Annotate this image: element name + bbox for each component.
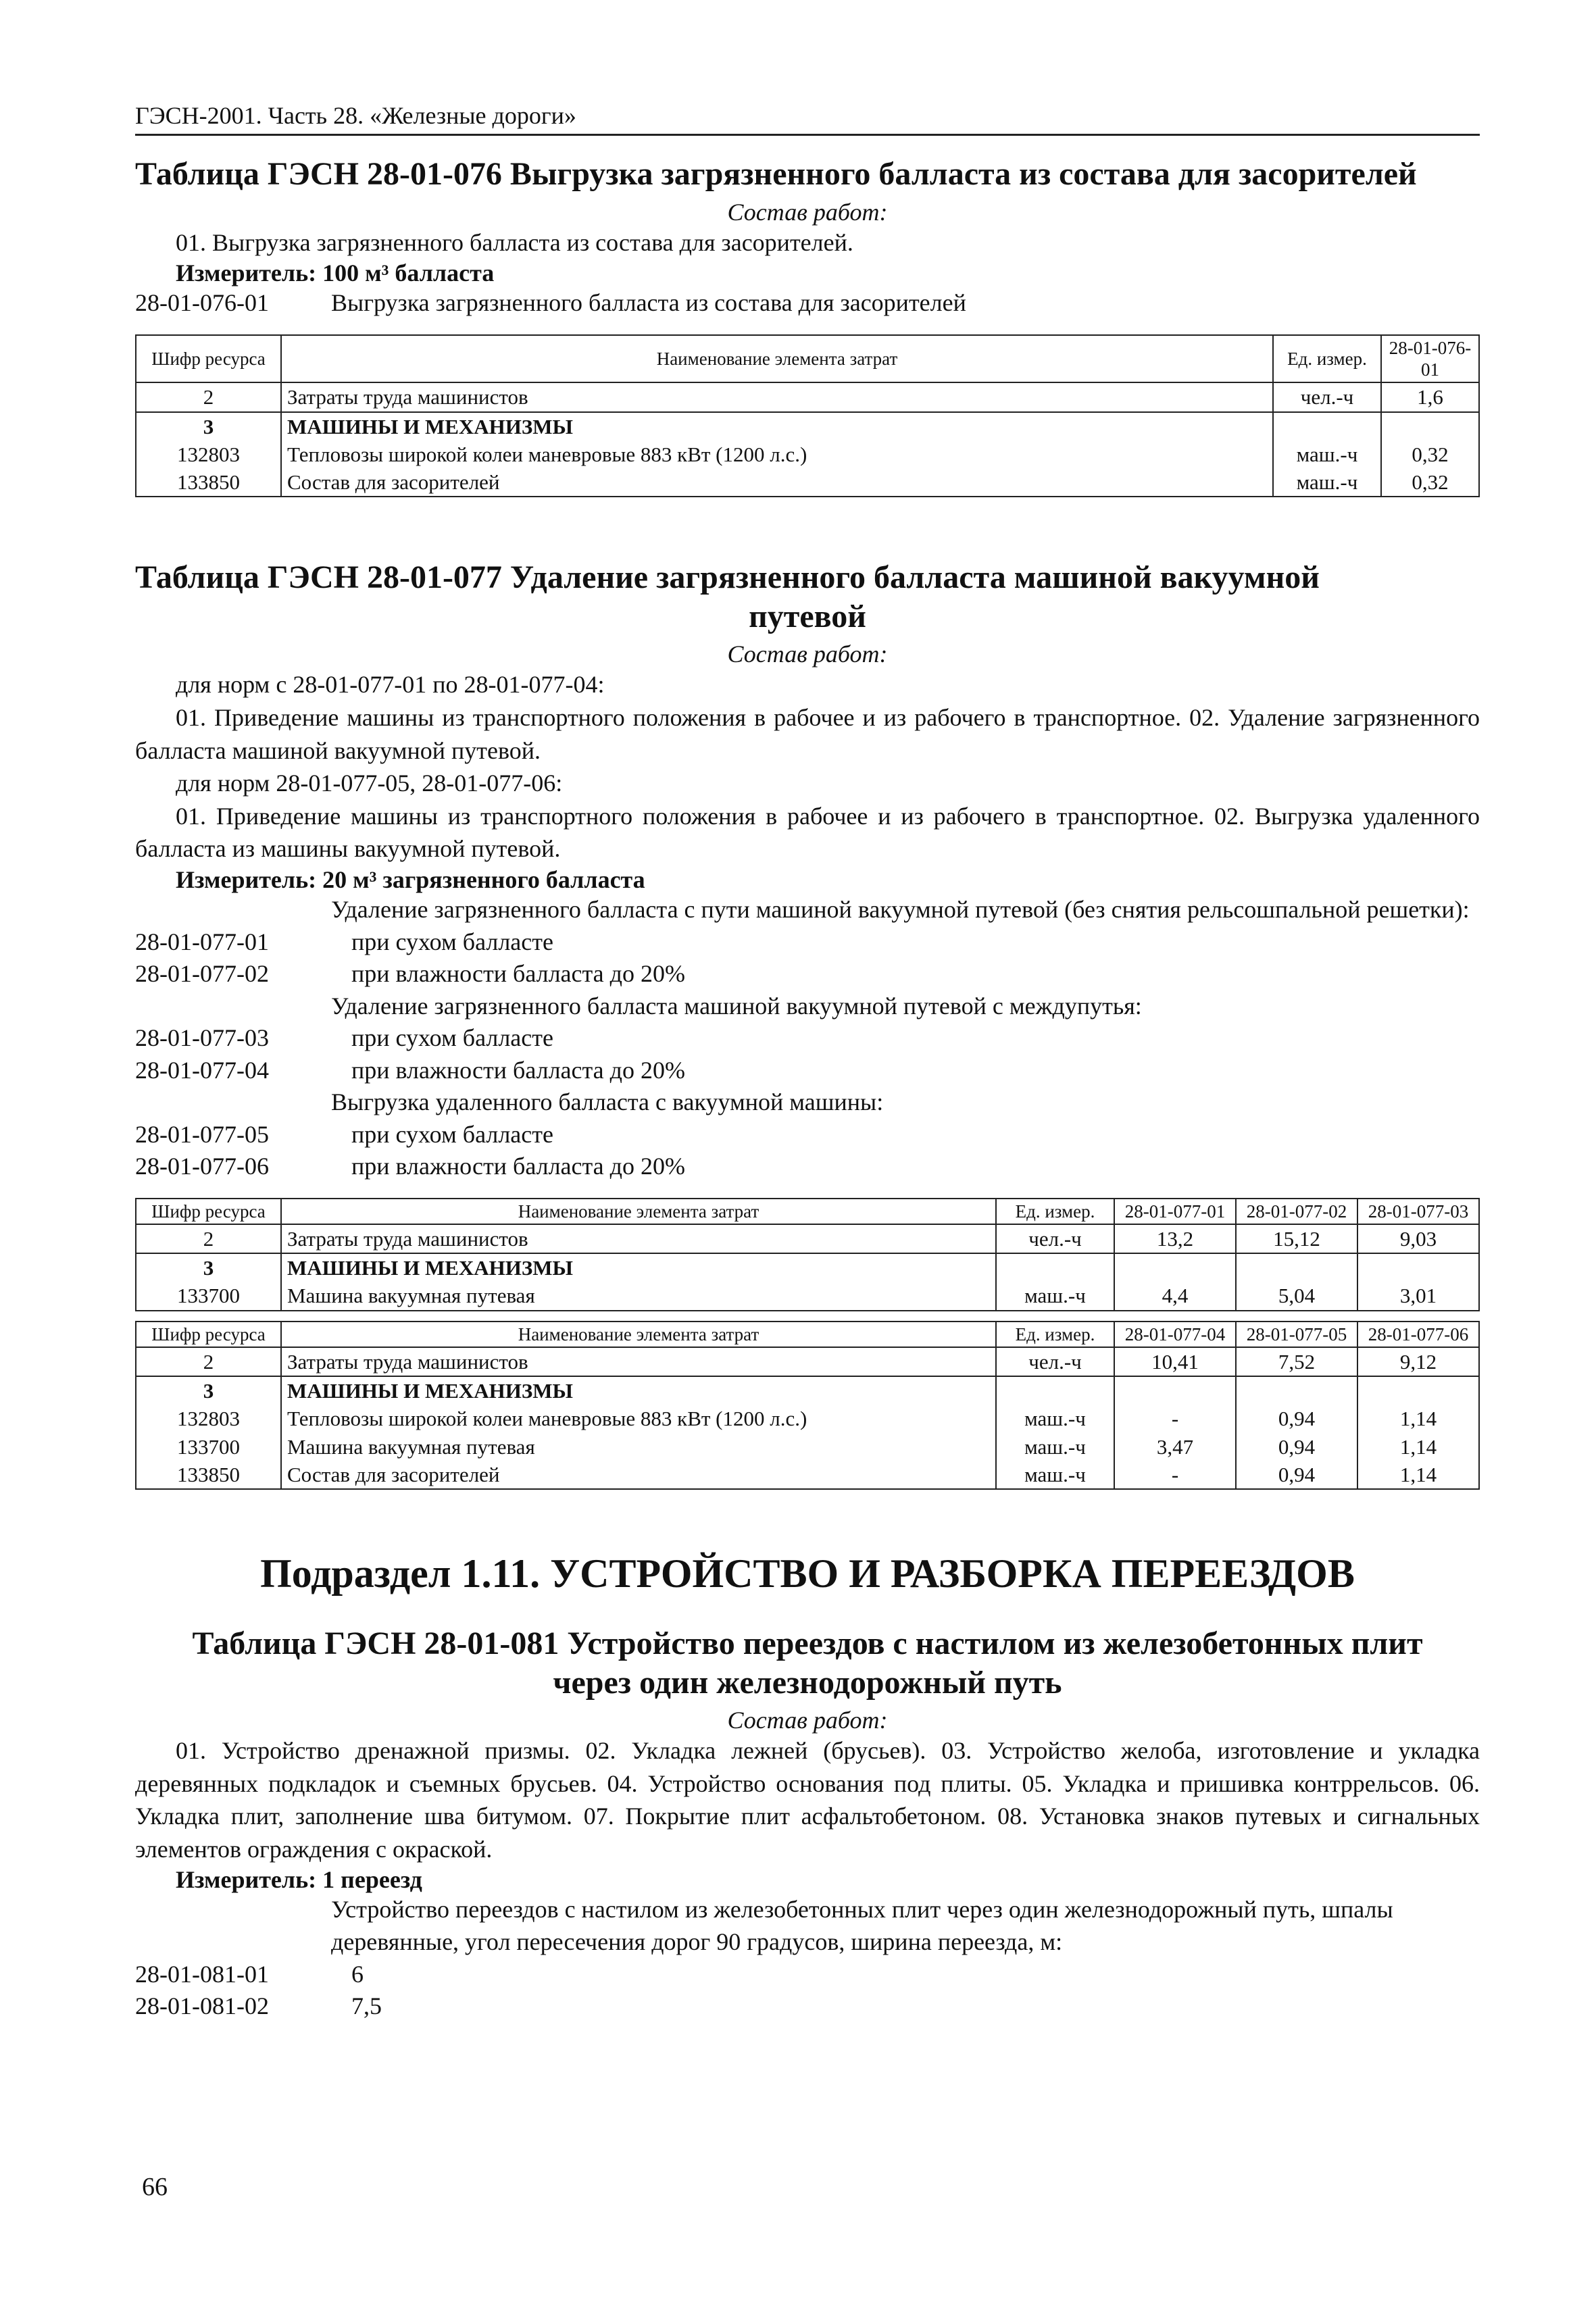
cell-value: 1,6 (1381, 382, 1479, 411)
norm-row (135, 1022, 1480, 1055)
cell-code: 133700 (136, 1282, 281, 1310)
norm-code: 28-01-076-01 (135, 289, 269, 317)
composition-label-076: Состав работ: (727, 198, 888, 226)
header-name: Наименование элемента затрат (281, 1322, 996, 1347)
norm-name: при влажности балласта до 20% (351, 1153, 685, 1180)
table-077-title-line1: Таблица ГЭСН 28-01-077 Удаление загрязненного балласта машиной вакуумной (135, 559, 1320, 596)
cell-unit: маш.-ч (996, 1461, 1114, 1489)
cell-code: 133700 (136, 1433, 281, 1461)
cell-unit: маш.-ч (996, 1433, 1114, 1461)
cell-code: 133850 (136, 1461, 281, 1489)
norm-row (135, 1119, 1480, 1151)
cell-value: 13,2 (1114, 1224, 1236, 1253)
table-row (136, 1282, 1479, 1310)
cell-value (1236, 1376, 1357, 1405)
table-row (136, 412, 1479, 441)
cell-value: 0,94 (1236, 1433, 1357, 1461)
running-head: ГЭСН-2001. Часть 28. «Железные дороги» (135, 101, 1480, 136)
norm-row (135, 926, 1480, 959)
cell-value: 0,32 (1381, 441, 1479, 468)
table-row (136, 1461, 1479, 1489)
norm-name: при сухом балласте (351, 1120, 553, 1148)
cell-value: - (1114, 1461, 1236, 1489)
cell-unit: маш.-ч (996, 1405, 1114, 1432)
subsection-heading: Подраздел 1.11. УСТРОЙСТВО И РАЗБОРКА ПЕРЕЕЗДОВ (260, 1551, 1355, 1596)
header-code: Шифр ресурса (136, 335, 281, 383)
cell-value: 0,94 (1236, 1461, 1357, 1489)
cell-code: 3 (136, 412, 281, 441)
header-norm: 28-01-077-06 (1357, 1322, 1479, 1347)
cell-name: Затраты труда машинистов (281, 1347, 996, 1376)
cell-unit: маш.-ч (1273, 468, 1381, 497)
table-header (136, 1322, 1479, 1347)
norm-group-heading: Удаление загрязненного балласта машиной вакуумной путевой с междупутья: (331, 992, 1142, 1020)
cell-code: 3 (136, 1253, 281, 1282)
cell-value: 5,04 (1236, 1282, 1357, 1310)
table-081-title-line1: Таблица ГЭСН 28-01-081 Устройство переездов с настилом из железобетонных плит (192, 1625, 1423, 1661)
page-number: 66 (142, 2173, 168, 2201)
table-row (136, 1224, 1479, 1253)
cell-value: 10,41 (1114, 1347, 1236, 1376)
norm-group-heading: Устройство переездов с настилом из железобетонных плит через один железнодорожный путь, шпалы деревянные, угол пересечения дорог 90 градусов, ширина переезда, м: (331, 1896, 1393, 1955)
cell-unit (1273, 412, 1381, 441)
cell-value (1114, 1253, 1236, 1282)
table-row (136, 1347, 1479, 1376)
header-name: Наименование элемента затрат (281, 1199, 996, 1224)
composition-text-081: 01. Устройство дренажной призмы. 02. Укладка лежней (брусьев). 03. Устройство желоба, изготовление и укладка деревянных подкладок и съемных брусьев. 04. Устройство основания под плиты. 05. Укладка и пришивка контррельсов. 06. Укладка плит, заполнение шва битумом. 07. Покрытие плит асфальтобетоном. 08. Установка знаков путевых и сигнальных элементов ограждения с окраской. (135, 1737, 1480, 1863)
cell-code: 2 (136, 382, 281, 411)
composition-text-1: 01. Приведение машины из транспортного положения в рабочее и из рабочего в транспортное. 02. Удаление загрязненного балласта машиной вакуумной путевой. (135, 704, 1480, 764)
cell-code: 3 (136, 1376, 281, 1405)
norm-row (135, 1959, 1480, 1991)
composition-scope-2: для норм 28-01-077-05, 28-01-077-06: (176, 770, 563, 797)
norm-row (135, 1151, 1480, 1183)
header-unit: Ед. измер. (996, 1322, 1114, 1347)
cell-unit: маш.-ч (996, 1282, 1114, 1310)
cell-value: 1,14 (1357, 1461, 1479, 1489)
table-row (136, 441, 1479, 468)
table-081-title (135, 1624, 1480, 1702)
cell-value (1357, 1253, 1479, 1282)
meter-081: Измеритель: 1 переезд (176, 1866, 422, 1894)
cell-name: Затраты труда машинистов (281, 1224, 996, 1253)
cell-value: 1,14 (1357, 1405, 1479, 1432)
composition-text-2: 01. Приведение машины из транспортного положения в рабочее и из рабочего в транспортное. 02. Выгрузка удаленного балласта из машины вакуумной путевой. (135, 802, 1480, 863)
resource-table-077-b (135, 1321, 1480, 1490)
header-name: Наименование элемента затрат (281, 335, 1273, 383)
norm-code: 28-01-077-03 (135, 1024, 269, 1052)
norm-code: 28-01-077-06 (135, 1153, 269, 1180)
resource-table-077-a (135, 1198, 1480, 1311)
composition-scope-1: для норм с 28-01-077-01 по 28-01-077-04: (176, 671, 605, 699)
cell-value (1114, 1376, 1236, 1405)
cell-value: 9,12 (1357, 1347, 1479, 1376)
table-row (136, 1433, 1479, 1461)
cell-value: 0,94 (1236, 1405, 1357, 1432)
header-norm: 28-01-077-03 (1357, 1199, 1479, 1224)
norm-row (135, 958, 1480, 990)
cell-code: 133850 (136, 468, 281, 497)
header-norm: 28-01-077-01 (1114, 1199, 1236, 1224)
header-unit: Ед. измер. (996, 1199, 1114, 1224)
cell-value: 3,01 (1357, 1282, 1479, 1310)
cell-value: 9,03 (1357, 1224, 1479, 1253)
norm-name: при сухом балласте (351, 1024, 553, 1052)
header-norm: 28-01-077-02 (1236, 1199, 1357, 1224)
table-row (136, 1405, 1479, 1432)
norm-row (135, 1990, 1480, 2023)
resource-table-076 (135, 334, 1480, 498)
norm-name: при влажности балласта до 20% (351, 1056, 685, 1084)
norm-code: 28-01-081-01 (135, 1960, 269, 1988)
table-header (136, 1199, 1479, 1224)
norm-name: Выгрузка загрязненного балласта из состава для засорителей (331, 289, 966, 317)
cell-value: 4,4 (1114, 1282, 1236, 1310)
cell-name: МАШИНЫ И МЕХАНИЗМЫ (281, 412, 1273, 441)
norm-code: 28-01-077-04 (135, 1056, 269, 1084)
norm-value: 6 (351, 1960, 364, 1988)
norm-value: 7,5 (351, 1992, 382, 2020)
table-row (136, 468, 1479, 497)
table-077-title (135, 558, 1480, 636)
cell-value (1381, 412, 1479, 441)
cell-unit: маш.-ч (1273, 441, 1381, 468)
cell-value (1357, 1376, 1479, 1405)
header-norm: 28-01-077-05 (1236, 1322, 1357, 1347)
header-norm: 28-01-076-01 (1381, 335, 1479, 383)
cell-value: 7,52 (1236, 1347, 1357, 1376)
table-header (136, 335, 1479, 383)
cell-code: 2 (136, 1347, 281, 1376)
composition-label-077: Состав работ: (727, 640, 888, 668)
cell-value: 15,12 (1236, 1224, 1357, 1253)
cell-value: 0,32 (1381, 468, 1479, 497)
cell-code: 132803 (136, 441, 281, 468)
document-page (135, 101, 1480, 2023)
table-077-title-line2: путевой (749, 598, 866, 634)
cell-name: Состав для засорителей (281, 468, 1273, 497)
table-076-title: Таблица ГЭСН 28-01-076 Выгрузка загрязненного балласта из состава для засорителей (135, 156, 1417, 192)
cell-code: 132803 (136, 1405, 281, 1432)
meter-077: Измеритель: 20 м³ загрязненного балласта (176, 865, 645, 893)
cell-name: Затраты труда машинистов (281, 382, 1273, 411)
cell-code: 2 (136, 1224, 281, 1253)
cell-unit: чел.-ч (996, 1224, 1114, 1253)
cell-name: МАШИНЫ И МЕХАНИЗМЫ (281, 1253, 996, 1282)
norm-code: 28-01-077-05 (135, 1120, 269, 1148)
table-081-title-line2: через один железнодорожный путь (553, 1664, 1062, 1701)
composition-label-081: Состав работ: (727, 1707, 888, 1734)
cell-unit (996, 1253, 1114, 1282)
table-row (136, 1253, 1479, 1282)
cell-name: Тепловозы широкой колеи маневровые 883 кВт (1200 л.с.) (281, 1405, 996, 1432)
cell-value: - (1114, 1405, 1236, 1432)
norm-code: 28-01-077-01 (135, 928, 269, 955)
norm-group-heading: Удаление загрязненного балласта с пути машиной вакуумной путевой (без снятия рельсошпальной решетки): (331, 895, 1470, 923)
cell-name: МАШИНЫ И МЕХАНИЗМЫ (281, 1376, 996, 1405)
cell-unit: чел.-ч (996, 1347, 1114, 1376)
norm-code: 28-01-077-02 (135, 960, 269, 988)
header-norm: 28-01-077-04 (1114, 1322, 1236, 1347)
header-unit: Ед. измер. (1273, 335, 1381, 383)
norm-name: при сухом балласте (351, 928, 553, 955)
cell-name: Состав для засорителей (281, 1461, 996, 1489)
cell-name: Машина вакуумная путевая (281, 1433, 996, 1461)
cell-unit (996, 1376, 1114, 1405)
norm-name: при влажности балласта до 20% (351, 960, 685, 988)
norm-group-heading: Выгрузка удаленного балласта с вакуумной машины: (331, 1088, 884, 1116)
meter-076: Измеритель: 100 м³ балласта (176, 259, 495, 287)
cell-value (1236, 1253, 1357, 1282)
cell-value: 3,47 (1114, 1433, 1236, 1461)
norm-row-076-01 (135, 287, 1480, 320)
header-code: Шифр ресурса (136, 1322, 281, 1347)
cell-name: Машина вакуумная путевая (281, 1282, 996, 1310)
norm-row (135, 1055, 1480, 1087)
cell-value: 1,14 (1357, 1433, 1479, 1461)
table-row (136, 382, 1479, 411)
header-code: Шифр ресурса (136, 1199, 281, 1224)
cell-unit: чел.-ч (1273, 382, 1381, 411)
table-row (136, 1376, 1479, 1405)
norm-code: 28-01-081-02 (135, 1992, 269, 2020)
cell-name: Тепловозы широкой колеи маневровые 883 кВт (1200 л.с.) (281, 441, 1273, 468)
composition-text-076: 01. Выгрузка загрязненного балласта из состава для засорителей. (176, 228, 853, 256)
